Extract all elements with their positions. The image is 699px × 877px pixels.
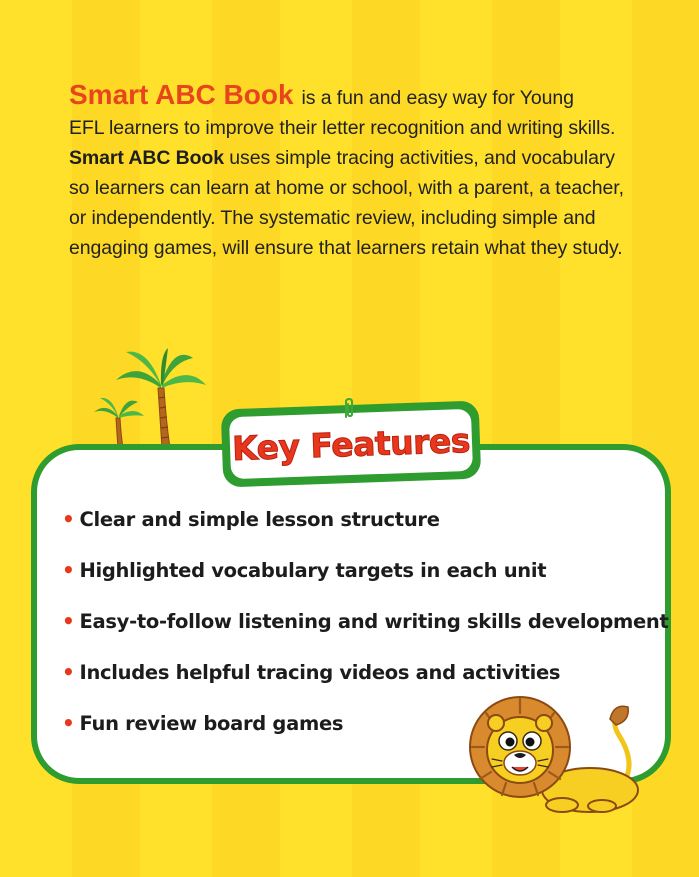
intro-line-2: EFL learners to improve their letter recognition and writing skills. — [69, 117, 616, 139]
palm-trees-illustration — [88, 340, 218, 450]
intro-line-3 — [69, 143, 654, 173]
feature-text: Includes helpful tracing videos and activities — [79, 661, 561, 684]
list-item — [62, 602, 669, 653]
bullet: • — [62, 660, 75, 684]
brand-inline: Smart ABC Book — [69, 147, 224, 169]
bullet: • — [62, 558, 75, 582]
bullet: • — [62, 507, 75, 531]
bullet: • — [62, 711, 75, 735]
intro-line-5: or independently. The systematic review, including simple and — [69, 207, 596, 229]
badge-title: Key Features — [231, 420, 471, 468]
intro-line-1 — [69, 80, 654, 113]
intro-line-4: so learners can learn at home or school, with a parent, a teacher, — [69, 177, 624, 199]
brand-title: Smart ABC Book — [69, 79, 294, 110]
feature-text: Easy-to-follow listening and writing skills development — [79, 610, 669, 633]
feature-text: Highlighted vocabulary targets in each unit — [79, 559, 547, 582]
list-item — [62, 551, 669, 602]
paperclip-icon — [343, 397, 355, 421]
bullet: • — [62, 609, 75, 633]
intro-line-1-text: is a fun and easy way for Young — [301, 87, 574, 109]
feature-text: Fun review board games — [79, 712, 344, 735]
lion-illustration — [462, 695, 652, 815]
intro-line-6: engaging games, will ensure that learners retain what they study. — [69, 237, 623, 259]
list-item — [62, 500, 669, 551]
intro-paragraph — [69, 80, 654, 263]
feature-text: Clear and simple lesson structure — [79, 508, 440, 531]
intro-line-3-text: uses simple tracing activities, and vocabulary — [223, 147, 615, 169]
